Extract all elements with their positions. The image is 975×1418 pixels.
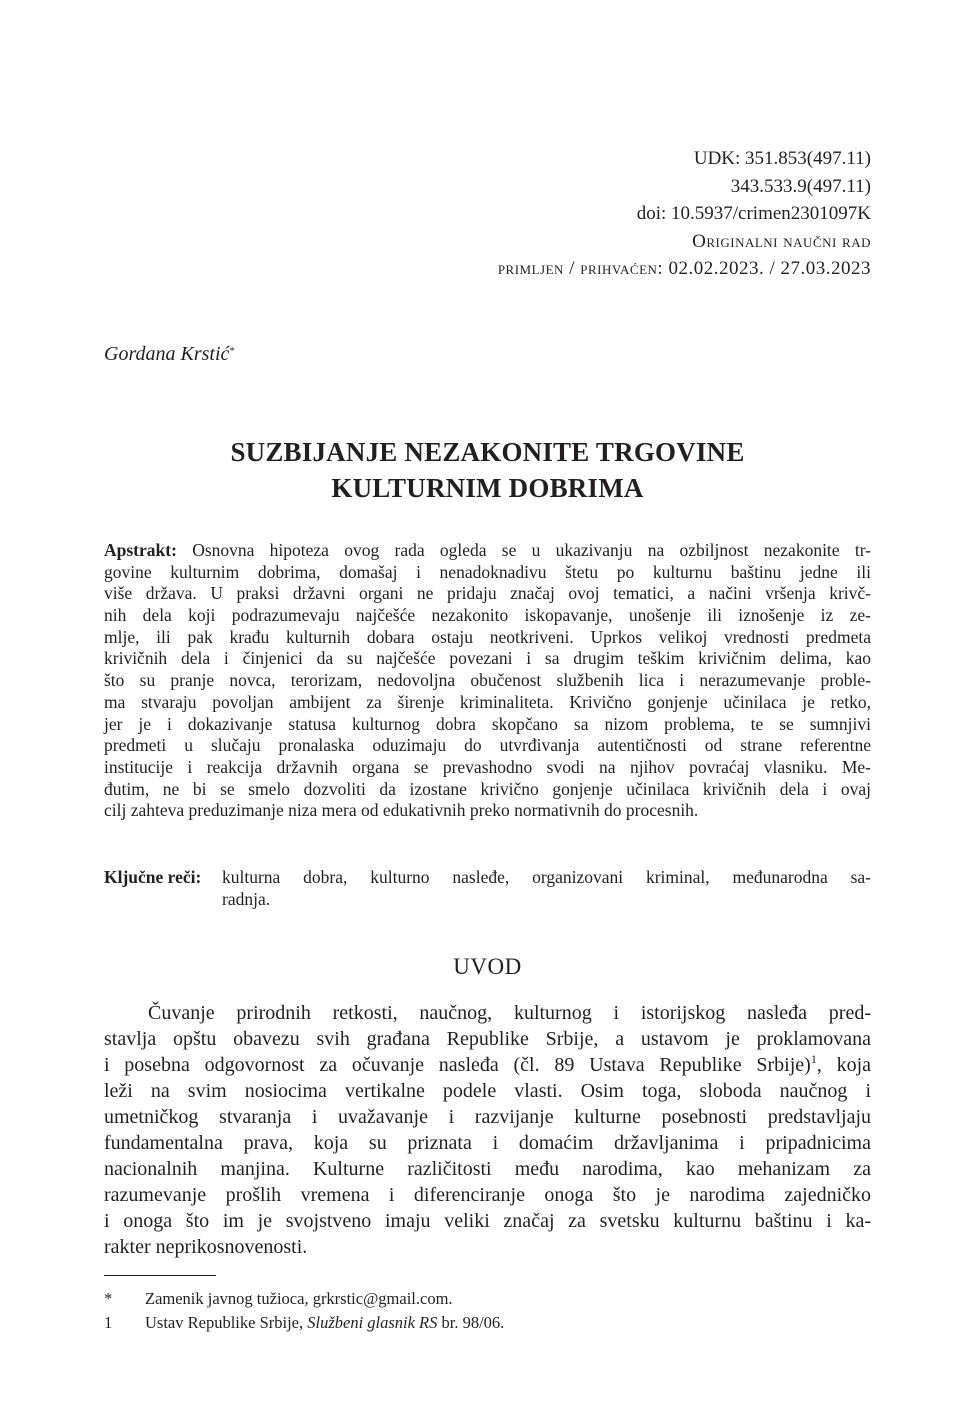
footnote-author xyxy=(104,1287,504,1311)
body-line: umetničkog stvaranja i uvažavanje i razvijanje kulturne posebnosti predstavljaju xyxy=(104,1106,871,1128)
body-line-text: i posebna odgovornost za očuvanje nasleđa (čl. 89 Ustava Republike Srbije) xyxy=(104,1054,811,1076)
body-line: stavlja opštu obavezu svih građana Republike Srbije, a ustavom je proklamovana xyxy=(104,1028,871,1050)
author-name: Gordana Krstić xyxy=(104,343,230,365)
body-line-tail: , koja xyxy=(816,1054,871,1076)
body-line xyxy=(104,1052,871,1078)
abstract-line: više država. U praksi državni organi ne pridaju značaj ovoj tematici, a načini vršenja krivč- xyxy=(104,583,871,604)
paper-title xyxy=(0,434,975,506)
author-footnote-mark[interactable]: * xyxy=(229,345,235,357)
footnote-ref-1[interactable]: 1 xyxy=(810,1052,817,1066)
footnote-mark: 1 xyxy=(104,1313,113,1332)
footnotes xyxy=(104,1287,504,1335)
footnote-separator xyxy=(104,1275,216,1276)
body-line: razumevanje prošlih vremena i diferenciranje onoga što je narodima zajedničko xyxy=(104,1184,871,1206)
abstract-line xyxy=(104,540,871,562)
footnote-text-part: Ustav Republike Srbije, xyxy=(145,1313,308,1332)
keywords-label: Ključne reči: xyxy=(104,867,202,887)
keywords-line: kulturna dobra, kulturno nasleđe, organizovani kriminal, međunarodna sa- xyxy=(222,867,871,887)
title-line-2: KULTURNIM DOBRIMA xyxy=(331,473,644,503)
abstract-line: nih dela koji podrazumevaju najčešće nezakonito iskopavanje, unošenje ili iznošenje iz ze- xyxy=(104,605,871,626)
received-accepted-dates: primljen / prihvaćen: 02.02.2023. / 27.03.2023 xyxy=(497,258,871,279)
body-line: nacionalnih manjina. Kulturne različitosti među narodima, kao mehanizam za xyxy=(104,1158,871,1180)
footnote-text-part: br. 98/06. xyxy=(437,1313,505,1332)
footnote-mark: * xyxy=(104,1289,113,1308)
footnote-text xyxy=(145,1311,504,1335)
abstract-line: predmeti u slučaju pronalaska oduzimaju do utvrđivanja autentičnosti od strane referentne xyxy=(104,735,871,756)
article-type: Originalni naučni rad xyxy=(692,230,871,252)
body-line: Čuvanje prirodnih retkosti, naučnog, kulturnog i istorijskog nasleđa pred- xyxy=(148,1002,871,1024)
abstract-line-text: Osnovna hipoteza ovog rada ogleda se u ukazivanju na ozbiljnost nezakonite tr- xyxy=(176,540,871,560)
abstract-line: đutim, ne bi se smelo dozvoliti da izostane krivično gonjenje učinilaca krivičnih dela i ovaj xyxy=(104,778,871,799)
body-text xyxy=(104,1000,871,1260)
footnote-source-title: Službeni glasnik RS xyxy=(307,1313,438,1332)
abstract xyxy=(104,540,871,822)
footnote-1 xyxy=(104,1311,504,1335)
title-line-1: SUZBIJANJE NEZAKONITE TRGOVINE xyxy=(230,437,745,467)
keywords-line: radnja. xyxy=(222,889,271,909)
keywords xyxy=(104,866,871,910)
abstract-label: Apstrakt: xyxy=(104,540,177,560)
body-line: i onoga što im je svojstveno imaju veliki značaj za svetsku kulturnu baštinu i ka- xyxy=(104,1210,871,1232)
abstract-line: govine kulturnim dobrima, domašaj i nenadoknadivu štetu po kulturnu baštinu jedne ili xyxy=(104,561,871,582)
udk-code-1: UDK: 351.853(497.11) xyxy=(693,148,871,169)
abstract-line: jer je i dokazivanje statusa kulturnog dobra skopčano sa nizom problema, te se sumnjivi xyxy=(104,713,871,734)
abstract-line: institucije i reakcija državnih organa se prevashodno svodi na njihov povraćaj vlasniku. Me- xyxy=(104,756,871,777)
body-line: fundamentalna prava, koja su priznata i domaćim državljanima i pripadnicima xyxy=(104,1132,871,1154)
abstract-line: cilj zahteva preduzimanje niza mera od edukativnih preko normativnih do procesnih. xyxy=(104,800,699,821)
body-line: rakter neprikosnovenosti. xyxy=(104,1236,308,1258)
keywords-text xyxy=(222,866,871,910)
abstract-line: krivičnih dela i činjenici da su najčešće povezani i sa drugim teškim krivičnim delima, kao xyxy=(104,648,871,669)
udk-code-2: 343.533.9(497.11) xyxy=(730,175,871,197)
article-metadata xyxy=(498,145,871,283)
abstract-line: ma stvaraju povoljan ambijent za širenje kriminaliteta. Krivično gonjenje učinilaca je retko, xyxy=(104,691,871,712)
author xyxy=(104,343,235,366)
body-line: leži na svim nosiocima vertikalne podele vlasti. Osim toga, sloboda naučnog i xyxy=(104,1080,871,1102)
abstract-line: što su pranje novca, terorizam, nedovoljna obučenost službenih lica i nerazumevanje proble- xyxy=(104,670,871,691)
abstract-line: mlje, ili pak krađu kulturnih dobara ostaju neotkriveni. Uprkos velikoj vrednosti predmeta xyxy=(104,626,871,647)
section-heading: UVOD xyxy=(453,954,522,979)
doi[interactable]: doi: 10.5937/crimen2301097K xyxy=(636,203,871,224)
footnote-text: Zamenik javnog tužioca, grkrstic@gmail.com. xyxy=(145,1289,453,1308)
